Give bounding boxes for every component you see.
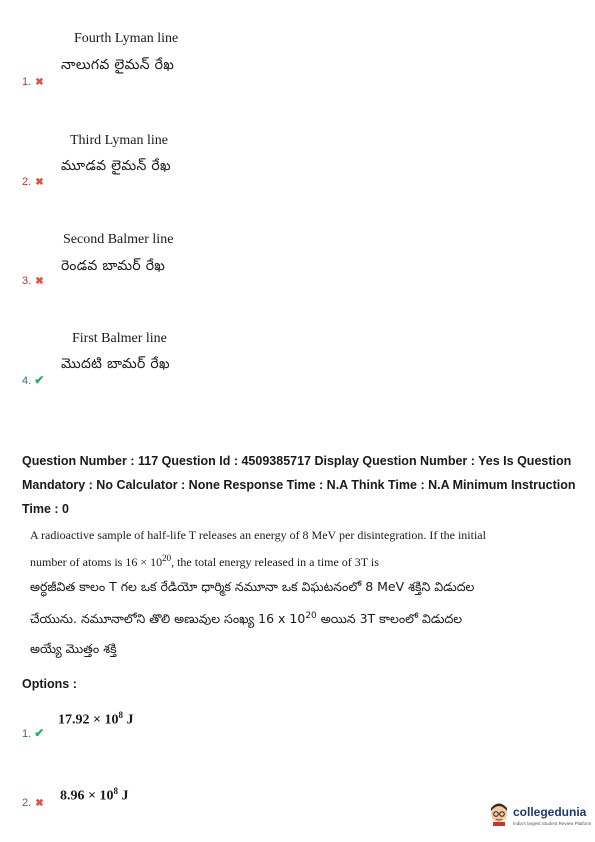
answer-2-value: $8.96 \times 10^8$ J — [60, 786, 129, 804]
question-text-te-line-1: అర్ధజీవిత కాలం T గల ఒక రేడియో ధార్మిక నమూనా ఒక విఘటనంలో 8 MeV శక్తిని విడుదల — [30, 579, 475, 594]
logo-name: collegedunia — [513, 805, 587, 819]
question-text-en-line-2: number of atoms is $16 \times 10^{20}$, the total energy released in a time of 3T is — [30, 553, 379, 569]
question-header-line-2: Mandatory : No Calculator : None Response Time : N.A Think Time : N.A Minimum Instruction — [22, 478, 576, 492]
option-2-english: Third Lyman line — [70, 133, 168, 148]
question-text-en-line-1: A radioactive sample of half-life T releases an energy of 8 MeV per disintegration. If the initial — [30, 528, 486, 542]
option-number: 3. — [22, 275, 32, 287]
answer-2-marker — [22, 797, 44, 809]
checkmark-icon: ✔ — [34, 726, 45, 740]
option-4-telugu: మొదటి బామర్ రేఖ — [61, 356, 170, 372]
cross-icon: ✖ — [35, 276, 44, 287]
option-number: 1. — [22, 728, 32, 740]
mascot-icon — [488, 800, 510, 826]
option-number: 2. — [22, 797, 32, 809]
option-number: 1. — [22, 76, 32, 88]
checkmark-icon: ✔ — [34, 373, 45, 387]
option-4-english: First Balmer line — [72, 331, 167, 346]
question-header-line-1: Question Number : 117 Question Id : 4509385717 Display Question Number : Yes Is Question — [22, 454, 572, 468]
answer-1-marker — [22, 726, 44, 740]
answer-1-value: $17.92 \times 10^8$ J — [58, 710, 134, 728]
cross-icon: ✖ — [35, 177, 44, 188]
cross-icon: ✖ — [35, 77, 44, 88]
logo-tagline: India's largest Student Review Platform — [513, 821, 592, 826]
question-text-te-line-2: చేయును. నమూనాలోని తొలి అణువుల సంఖ్య 16 x $10^{20}$ అయిన 3T కాలంలో విడుదల — [30, 611, 463, 627]
cross-icon: ✖ — [35, 798, 44, 809]
option-2-telugu: మూడవ లైమన్ రేఖ — [61, 158, 171, 174]
option-1-english: Fourth Lyman line — [74, 31, 179, 46]
option-3-telugu: రెండవ బామర్ రేఖ — [61, 258, 166, 274]
option-3-english: Second Balmer line — [63, 232, 174, 247]
question-header-line-3: Time : 0 — [22, 502, 70, 516]
option-4-marker — [22, 373, 44, 387]
options-label: Options : — [22, 677, 77, 691]
question-text-te-line-3: అయ్యే మొత్తం శక్తి — [30, 641, 117, 656]
option-number: 4. — [22, 375, 32, 387]
collegedunia-logo — [488, 800, 592, 832]
option-1-telugu: నాలుగవ లైమన్ రేఖ — [61, 57, 175, 73]
question-header — [22, 449, 582, 521]
option-3-marker — [22, 275, 44, 287]
option-number: 2. — [22, 176, 32, 188]
option-1-marker — [22, 76, 44, 88]
option-2-marker — [22, 176, 44, 188]
